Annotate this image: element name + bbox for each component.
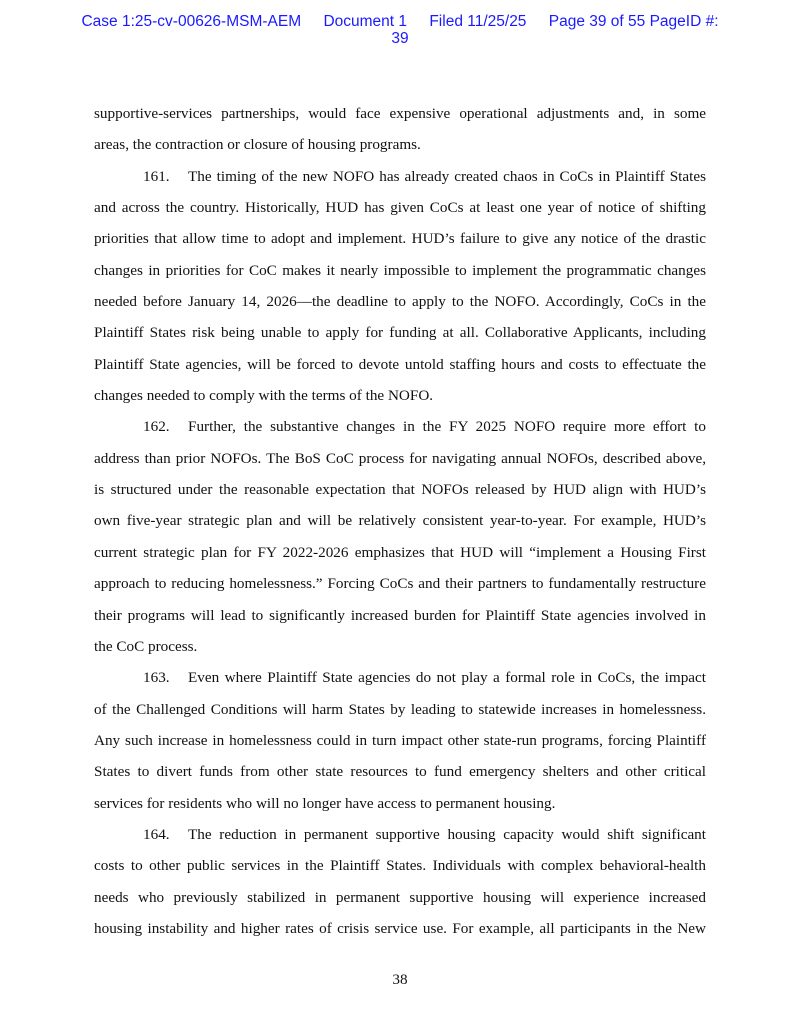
line [94, 913, 706, 944]
paragraph-162 [94, 411, 706, 662]
line [94, 850, 706, 881]
case-number: Case 1:25-cv-00626-MSM-AEM [81, 13, 302, 30]
line [94, 600, 706, 631]
line [94, 161, 706, 192]
text-line: The reduction in permanent supportive housing capacity would shift significant [188, 825, 706, 843]
text-line: Even where Plaintiff State agencies do not play a formal role in CoCs, the impact [188, 669, 706, 687]
text-line: Plaintiff State agencies, will be forced to devote untold staffing hours and costs to effectuate the [94, 355, 706, 373]
document-number: Document 1 [323, 13, 408, 30]
line [94, 223, 706, 254]
line [94, 505, 706, 536]
court-filing-header [0, 13, 800, 47]
line [94, 192, 706, 223]
page-info: Page 39 of 55 PageID #: [548, 13, 719, 30]
line [94, 255, 706, 286]
line [94, 631, 706, 662]
text-line: the CoC process. [94, 637, 198, 655]
line [94, 98, 706, 129]
line [94, 882, 706, 913]
filed-date: Filed 11/25/25 [429, 13, 527, 30]
line [94, 819, 706, 850]
text-line: The timing of the new NOFO has already created chaos in CoCs in Plaintiff States [188, 167, 706, 185]
paragraph-163 [94, 662, 706, 819]
text-line: changes needed to comply with the terms of the NOFO. [94, 387, 434, 405]
page-number: 38 [392, 971, 408, 988]
document-body [94, 98, 706, 944]
paragraph-number: 161. [143, 167, 170, 185]
line [94, 694, 706, 725]
line [94, 537, 706, 568]
page-id: 39 [391, 30, 409, 47]
paragraph-161 [94, 161, 706, 412]
text-line: current strategic plan for FY 2022-2026 emphasizes that HUD will “implement a Housing First [94, 543, 706, 561]
line [94, 349, 706, 380]
line [94, 756, 706, 787]
text-line: supportive-services partnerships, would face expensive operational adjustments and, in some [94, 105, 706, 122]
line [94, 568, 706, 599]
text-line: States to divert funds from other state resources to fund emergency shelters and other critical [94, 763, 706, 781]
text-line: and across the country. Historically, HUD has given CoCs at least one year of notice of shifting [94, 199, 706, 217]
text-line: costs to other public services in the Plaintiff States. Individuals with complex behavioral-health [94, 857, 706, 875]
text-line: is structured under the reasonable expectation that NOFOs released by HUD align with HUD’s [94, 481, 706, 499]
line [94, 411, 706, 442]
paragraph-continuation [94, 98, 706, 161]
text-line: needs who previously stabilized in permanent supportive housing will experience increased [94, 888, 706, 906]
line [94, 788, 706, 819]
paragraph-number: 163. [143, 669, 170, 687]
text-line: changes in priorities for CoC makes it nearly impossible to implement the programmatic changes [94, 261, 706, 279]
line [94, 725, 706, 756]
text-line: priorities that allow time to adopt and implement. HUD’s failure to give any notice of the drastic [94, 230, 706, 248]
text-line: approach to reducing homelessness.” Forcing CoCs and their partners to fundamentally restructure [94, 575, 706, 593]
paragraph-number: 164. [143, 825, 170, 843]
text-line: Plaintiff States risk being unable to apply for funding at all. Collaborative Applicants, including [94, 324, 706, 342]
line [94, 380, 706, 411]
paragraph-164 [94, 819, 706, 944]
line [94, 443, 706, 474]
text-line: own five-year strategic plan and will be relatively consistent year-to-year. For example, HUD’s [94, 512, 706, 530]
text-line: areas, the contraction or closure of housing programs. [94, 136, 421, 154]
text-line: their programs will lead to significantly increased burden for Plaintiff State agencies involved in [94, 606, 706, 624]
line [94, 317, 706, 348]
line [94, 129, 706, 160]
line [94, 662, 706, 693]
text-line: needed before January 14, 2026—the deadline to apply to the NOFO. Accordingly, CoCs in the [94, 293, 706, 311]
paragraph-number: 162. [143, 418, 170, 436]
line [94, 474, 706, 505]
text-line: of the Challenged Conditions will harm States by leading to statewide increases in homelessness. [94, 700, 706, 718]
line [94, 286, 706, 317]
text-line: housing instability and higher rates of crisis service use. For example, all participants in the New [94, 919, 706, 937]
text-line: Any such increase in homelessness could in turn impact other state-run programs, forcing Plaintiff [94, 731, 706, 749]
text-line: address than prior NOFOs. The BoS CoC process for navigating annual NOFOs, described above, [94, 449, 706, 467]
text-line: services for residents who will no longer have access to permanent housing. [94, 794, 556, 812]
text-line: Further, the substantive changes in the FY 2025 NOFO require more effort to [188, 418, 706, 436]
